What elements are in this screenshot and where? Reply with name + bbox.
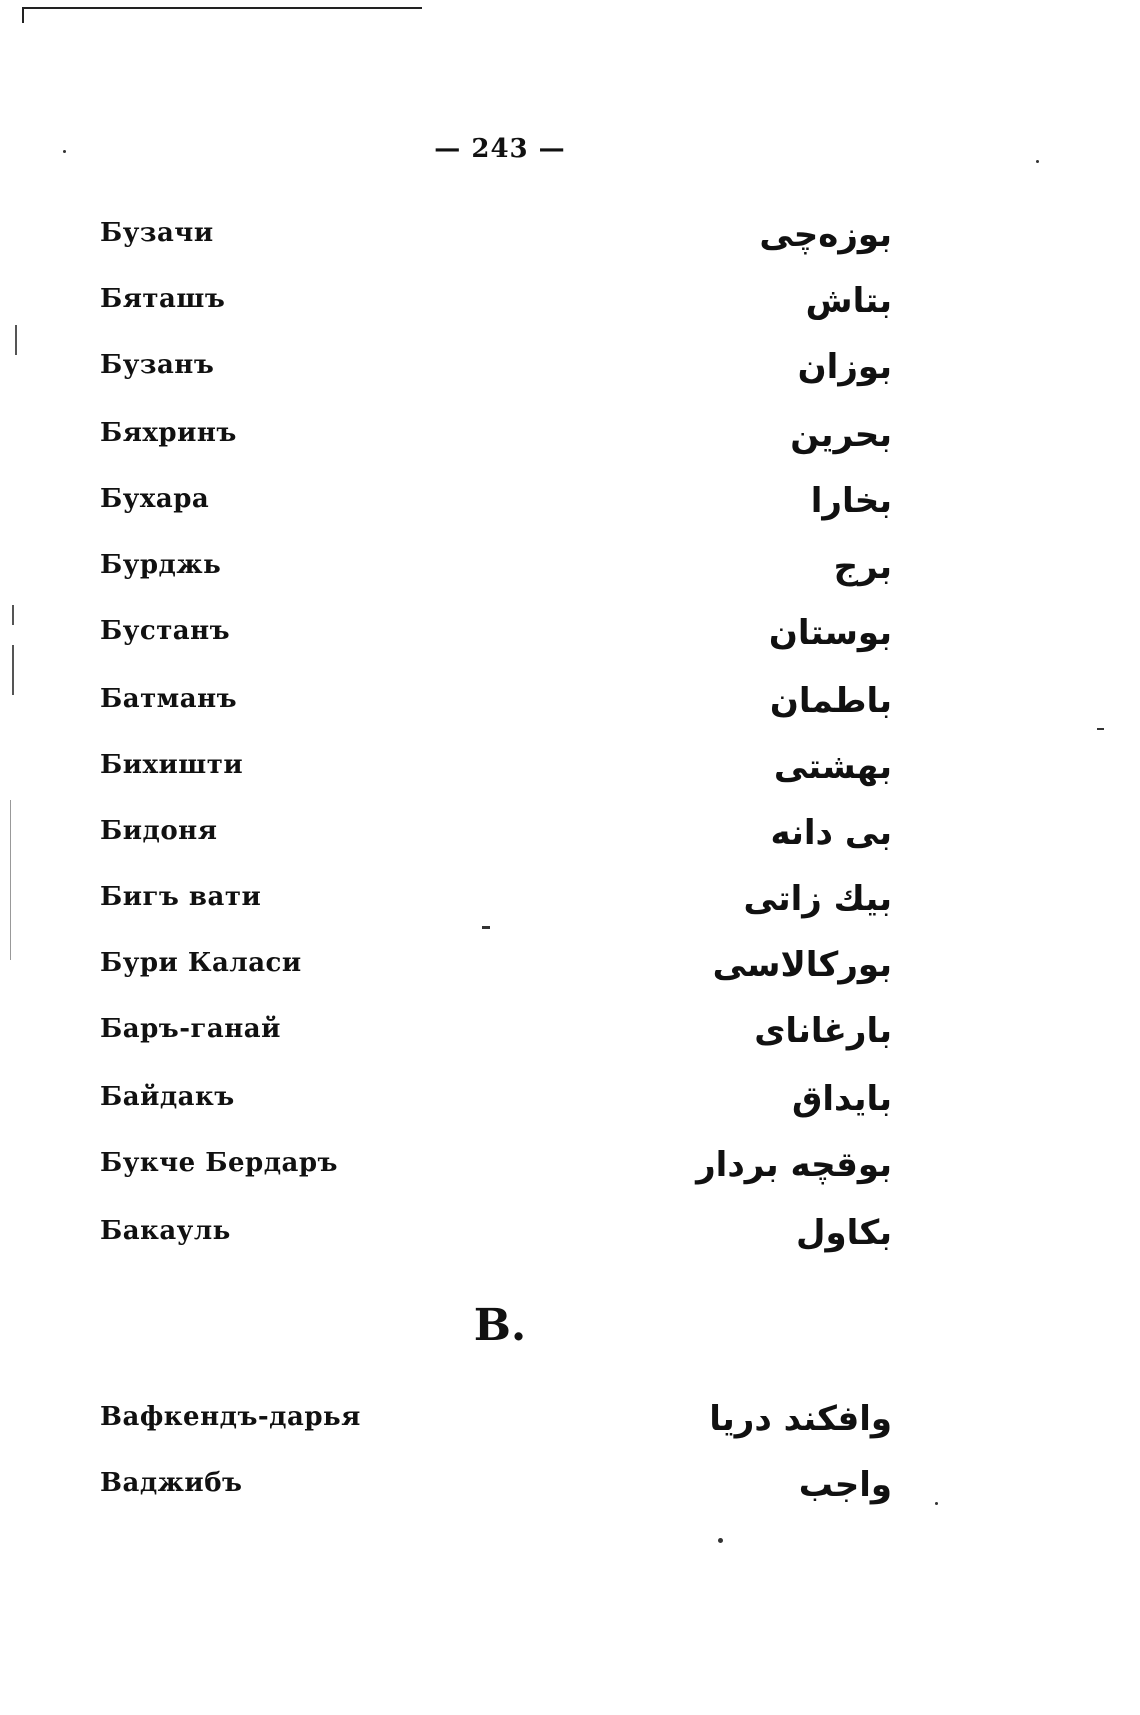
arabic-script-term: باطمان <box>769 681 892 721</box>
arabic-script-term: بارغاناى <box>754 1011 892 1051</box>
arabic-script-term: بوزان <box>797 347 892 387</box>
arabic-script-term: بكاول <box>796 1213 892 1253</box>
section-heading: В. <box>473 1300 527 1351</box>
russian-term: Бузачи <box>100 218 214 248</box>
russian-term: Бигъ вати <box>100 882 262 912</box>
arabic-script-term: بوقچه بردار <box>696 1145 892 1185</box>
page-number: — 243 — <box>434 134 566 164</box>
arabic-script-term: واجب <box>798 1465 892 1505</box>
arabic-script-term: بهشتى <box>773 747 892 787</box>
russian-term: Бихишти <box>100 750 244 780</box>
russian-term: Байдакъ <box>100 1082 235 1112</box>
russian-term: Букче Бердаръ <box>100 1148 338 1178</box>
arabic-script-term: بوستان <box>768 613 892 653</box>
arabic-script-term: بوركالاسى <box>712 945 892 985</box>
arabic-script-term: بيك زاتى <box>743 879 892 919</box>
russian-term: Бакауль <box>100 1216 231 1246</box>
arabic-script-term: بوزەچى <box>759 215 892 255</box>
arabic-script-term: بتاش <box>805 281 892 321</box>
list-item <box>0 1397 1140 1447</box>
russian-term: Баръ-ганай <box>100 1014 281 1044</box>
russian-term: Бузанъ <box>100 350 215 380</box>
arabic-script-term: بخارا <box>810 481 892 521</box>
russian-term: Бури Каласи <box>100 948 302 978</box>
russian-term: Бухара <box>100 484 210 514</box>
arabic-script-term: وافكند دريا <box>709 1399 892 1439</box>
russian-term: Ваджибъ <box>100 1468 243 1498</box>
russian-term: Бяхринъ <box>100 418 237 448</box>
arabic-script-term: برج <box>833 547 892 587</box>
list-item <box>0 1463 1140 1513</box>
arabic-script-term: بايداق <box>792 1079 892 1119</box>
arabic-script-term: بحرين <box>790 415 892 455</box>
russian-term: Вафкендъ-дарья <box>100 1402 361 1432</box>
russian-term: Бурджь <box>100 550 222 580</box>
russian-term: Батманъ <box>100 684 238 714</box>
russian-term: Бидоня <box>100 816 218 846</box>
russian-term: Бустанъ <box>100 616 231 646</box>
russian-term: Бяташъ <box>100 284 226 314</box>
arabic-script-term: بى دانه <box>770 813 892 853</box>
